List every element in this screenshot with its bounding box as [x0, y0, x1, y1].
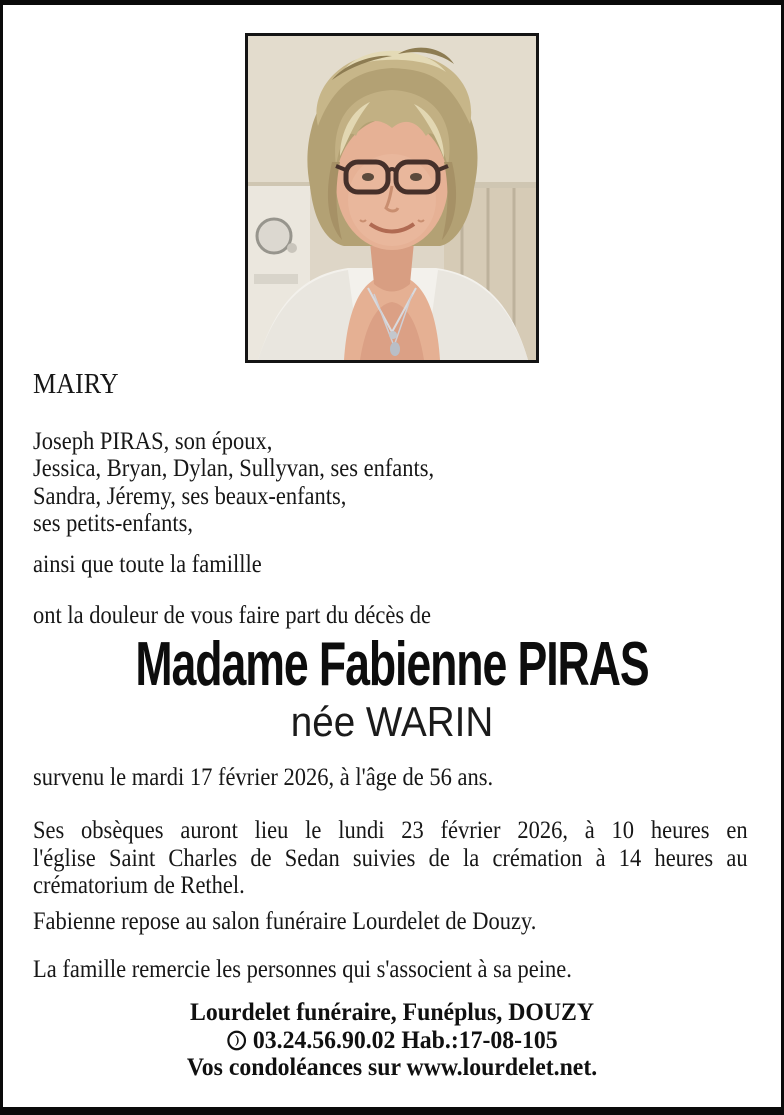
funeral-home-name: Lourdelet funéraire, Funéplus, DOUZY — [190, 999, 594, 1026]
family-list — [33, 428, 434, 537]
funeral-line: l'église Saint Charles de Sedan suivies de la crémation à 14 heures au — [33, 844, 748, 872]
family-line: ses petits-enfants, — [33, 509, 193, 537]
repose-line: Fabienne repose au salon funéraire Lourdelet de Douzy. — [33, 908, 537, 935]
condolences-line: Vos condoléances sur www.lourdelet.net. — [186, 1054, 598, 1081]
family-line: Sandra, Jéremy, ses beaux-enfants, — [33, 482, 347, 510]
funeral-line: crématorium de Rethel. — [33, 872, 245, 899]
portrait-photo-illustration — [248, 36, 536, 360]
death-date-line: survenu le mardi 17 février 2026, à l'âge de 56 ans. — [33, 764, 494, 791]
commune-heading: MAIRY — [33, 368, 119, 400]
phone-and-licence: 03.24.56.90.02 Hab.:17-08-105 — [252, 1026, 558, 1054]
portrait-photo — [245, 33, 539, 363]
maiden-name: née WARIN — [290, 698, 494, 745]
telephone-circle-icon — [226, 1030, 246, 1051]
deceased-name: Madame Fabienne PIRAS — [135, 630, 649, 699]
thanks-line: La famille remercie les personnes qui s'associent à sa peine. — [33, 956, 572, 983]
announcement-line: ont la douleur de vous faire part du décès de — [33, 602, 431, 629]
family-suffix-line: ainsi que toute la famillle — [33, 551, 262, 578]
family-line: Jessica, Bryan, Dylan, Sullyvan, ses enfants, — [33, 455, 435, 483]
funeral-line: Ses obsèques auront lieu le lundi 23 février 2026, à 10 heures en — [33, 817, 748, 844]
funeral-paragraph — [33, 817, 748, 899]
funeral-home-contact — [22, 1027, 761, 1055]
family-line: Joseph PIRAS, son époux, — [33, 428, 273, 455]
funeral-home-footer — [22, 999, 761, 1082]
